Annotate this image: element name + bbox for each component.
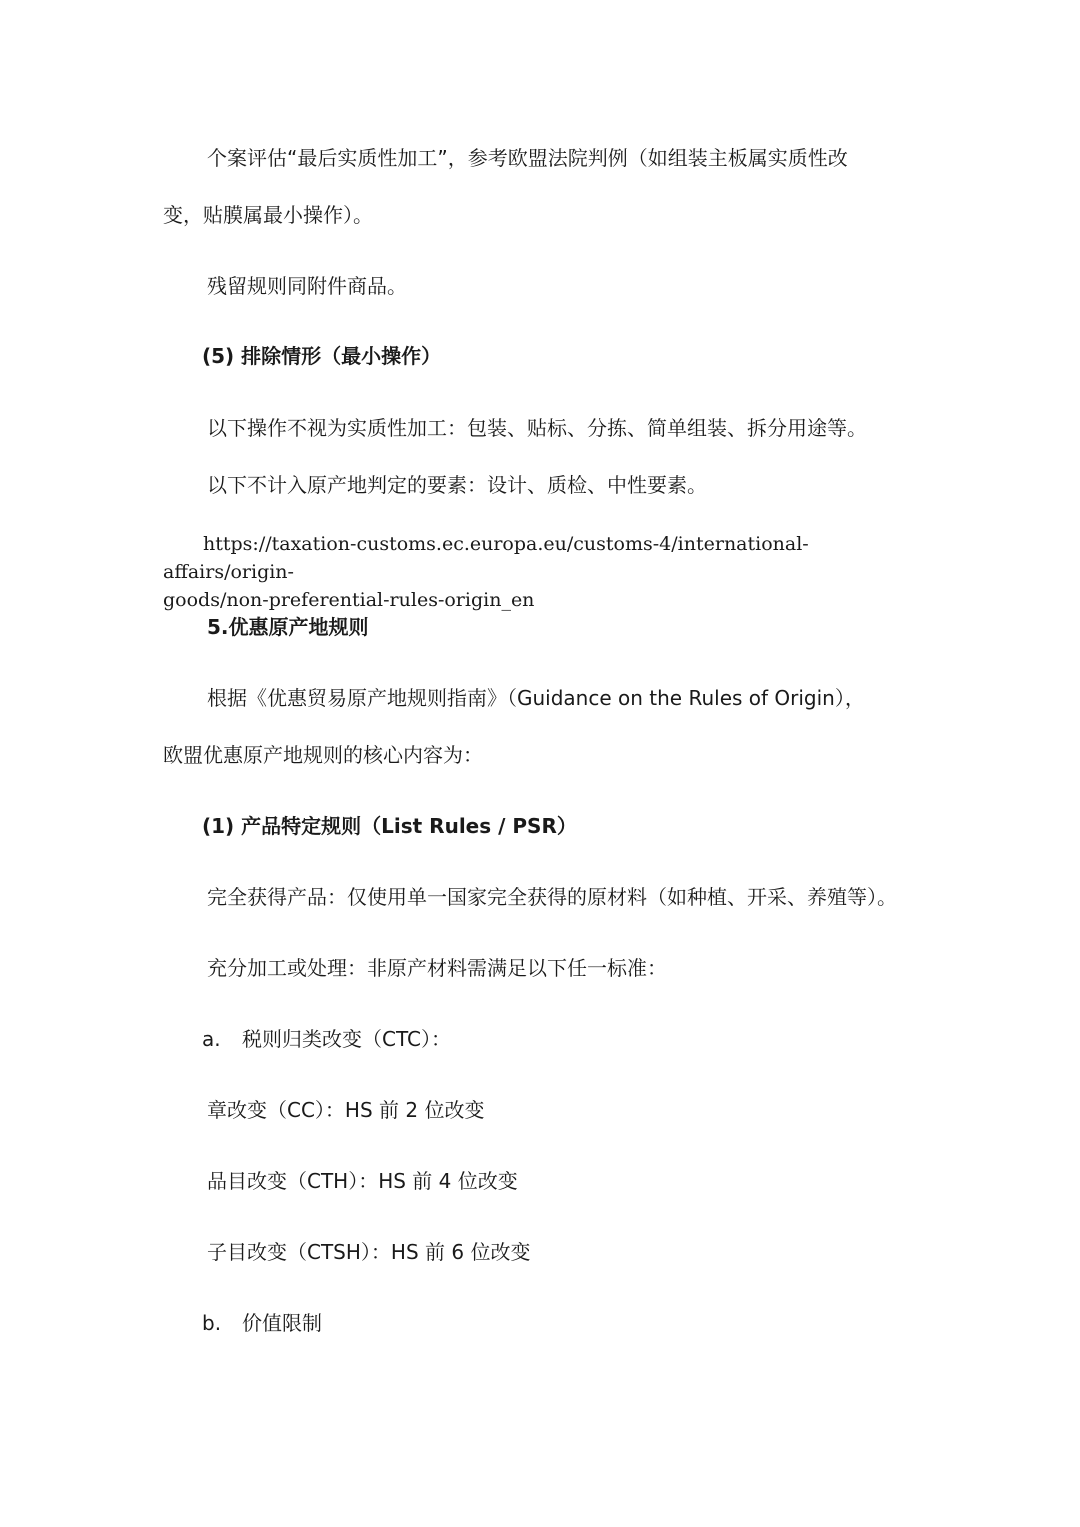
paragraph-sufficient-processing: 充分加工或处理：非原产材料需满足以下任一标准：: [207, 956, 667, 980]
heading-product-specific-rules: (1) 产品特定规则（List Rules / PSR）: [202, 814, 577, 838]
paragraph-guidance-line-1: 根据《优惠贸易原产地规则指南》（Guidance on the Rules of Origin），: [207, 686, 865, 710]
rule-subheading-change: 子目改变（CTSH）：HS 前 6 位改变: [207, 1240, 531, 1264]
paragraph-wholly-obtained: 完全获得产品：仅使用单一国家完全获得的原材料（如种植、开采、养殖等）。: [207, 885, 897, 909]
paragraph-guidance-line-2: 欧盟优惠原产地规则的核心内容为：: [163, 743, 483, 767]
reference-link-line-1[interactable]: https://taxation-customs.ec.europa.eu/customs-4/international-affairs/origin-: [163, 533, 809, 583]
paragraph-residual-rule: 残留规则同附件商品。: [207, 274, 407, 298]
list-item-a-text: 税则归类改变（CTC）：: [242, 1027, 451, 1051]
list-item-b-marker: b.: [202, 1311, 222, 1335]
paragraph-evaluation-line-2: 变，贴膜属最小操作）。: [163, 203, 373, 227]
rule-heading-change: 品目改变（CTH）：HS 前 4 位改变: [207, 1169, 518, 1193]
rule-chapter-change: 章改变（CC）：HS 前 2 位改变: [207, 1098, 485, 1122]
paragraph-evaluation-line-1: 个案评估“最后实质性加工”，参考欧盟法院判例（如组装主板属实质性改: [207, 146, 848, 170]
reference-link-line-2[interactable]: goods/non-preferential-rules-origin_en: [163, 589, 535, 611]
list-item-a: [202, 1011, 922, 1068]
list-item-a-marker: a.: [202, 1027, 221, 1051]
heading-exclusion: (5) 排除情形（最小操作）: [202, 344, 442, 368]
heading-preferential-rules: 5.优惠原产地规则: [207, 615, 369, 639]
paragraph-exclusion-operations: 以下操作不视为实质性加工：包装、贴标、分拣、简单组装、拆分用途等。: [207, 416, 867, 440]
paragraph-exclusion-elements: 以下不计入原产地判定的要素：设计、质检、中性要素。: [207, 473, 707, 497]
list-item-b-text: 价值限制: [242, 1311, 322, 1335]
list-item-b: [202, 1295, 922, 1352]
